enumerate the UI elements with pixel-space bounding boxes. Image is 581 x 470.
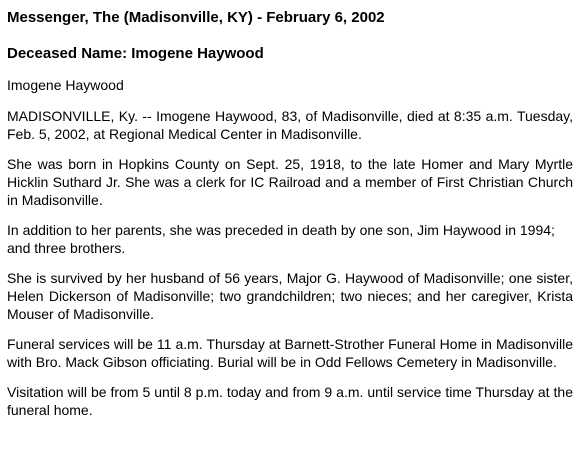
paragraph-death-notice: MADISONVILLE, Ky. -- Imogene Haywood, 83, of Madisonville, died at 8:35 a.m. Tuesday, Feb. 5, 2002, at Regional Medical Center in Madisonville.	[7, 108, 573, 142]
deceased-heading: Deceased Name: Imogene Haywood	[7, 45, 264, 62]
source-line: Messenger, The (Madisonville, KY) - February 6, 2002	[7, 9, 385, 26]
paragraph-birth-and-life: She was born in Hopkins County on Sept. 25, 1918, to the late Homer and Mary Myrtle Hicklin Suthard Jr. She was a clerk for IC Railroad and a member of First Christian Church in Madisonville.	[7, 156, 573, 208]
paragraph-funeral-services: Funeral services will be 11 a.m. Thursday at Barnett-Strother Funeral Home in Madisonville with Bro. Mack Gibson officiating. Burial will be in Odd Fellows Cemetery in Madisonville.	[7, 336, 573, 370]
paragraph-preceded-in-death: In addition to her parents, she was preceded in death by one son, Jim Haywood in 1994; and three brothers.	[7, 222, 555, 256]
paragraph-survivors: She is survived by her husband of 56 years, Major G. Haywood of Madisonville; one sister, Helen Dickerson of Madisonville; two grandchildren; two nieces; and her caregiver, Krista Mouser of Madisonville.	[7, 270, 573, 322]
paragraph-visitation: Visitation will be from 5 until 8 p.m. today and from 9 a.m. until service time Thursday at the funeral home.	[7, 384, 573, 418]
name-line: Imogene Haywood	[7, 77, 124, 93]
